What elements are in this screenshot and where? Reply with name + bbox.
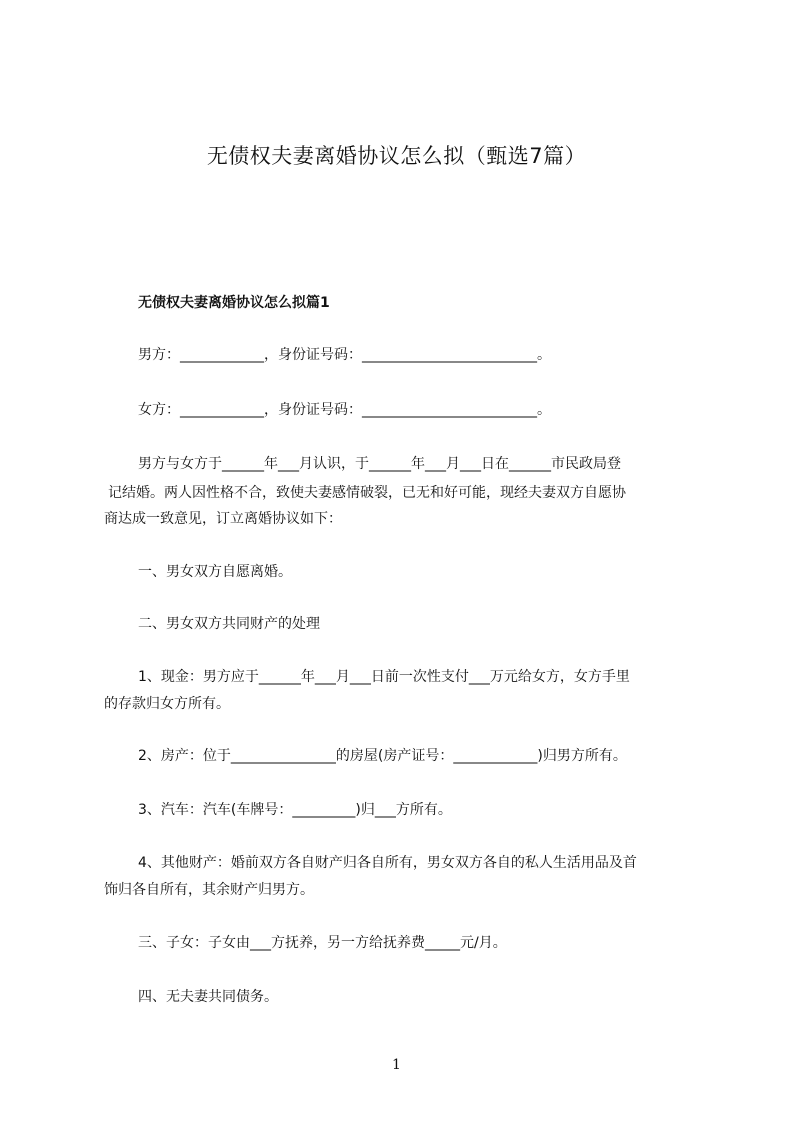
clause-4: 四、无夫妻共同债务。: [138, 989, 278, 1005]
intro-line-1: 男方与女方于______年___月认识，于______年___月___日在______市民政局登: [138, 456, 621, 472]
item-1-line-2: 的存款归女方所有。: [104, 696, 230, 712]
item-1-line-1: 1、现金：男方应于______年___月___日前一次性支付___万元给女方，女方手里: [138, 669, 630, 685]
woman-info-line: 女方：____________，身份证号码：_________________________。: [138, 402, 551, 418]
man-info-line: 男方：____________，身份证号码：_________________________。: [138, 347, 551, 363]
intro-line-3: 商达成一致意见，订立离婚协议如下：: [104, 511, 342, 527]
clause-3: 三、子女：子女由___方抚养，另一方给抚养费_____元/月。: [138, 935, 507, 951]
clause-2: 二、男女双方共同财产的处理: [138, 616, 320, 632]
section-heading: 无债权夫妻离婚协议怎么拟篇1: [138, 295, 330, 311]
intro-line-2: 记结婚。两人因性格不合，致使夫妻感情破裂，已无和好可能，现经夫妻双方自愿协: [108, 485, 626, 501]
item-4-line-1: 4、其他财产：婚前双方各自财产归各自所有，男女双方各自的私人生活用品及首: [138, 855, 637, 871]
item-2: 2、房产：位于_______________的房屋(房产证号：____________)归男方所有。: [138, 748, 627, 764]
item-4-line-2: 饰归各自所有，其余财产归男方。: [104, 882, 314, 898]
item-3: 3、汽车：汽车(车牌号：_________)归___方所有。: [138, 802, 452, 818]
clause-1: 一、男女双方自愿离婚。: [138, 564, 292, 580]
page-number: 1: [392, 1057, 401, 1073]
document-title: 无债权夫妻离婚协议怎么拟（甄选7篇）: [206, 144, 587, 168]
